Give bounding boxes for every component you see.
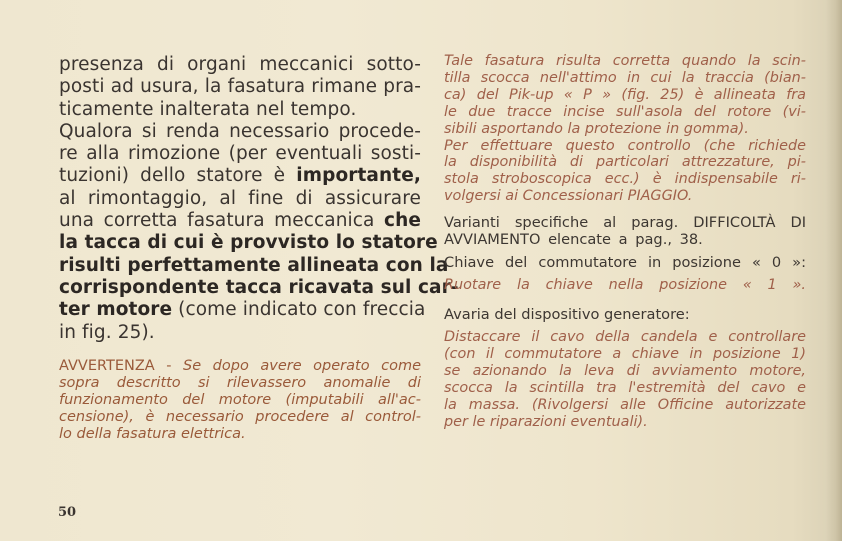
text-line: Per effettuare questo controllo (che richiede — [444, 137, 806, 154]
warning-paragraph — [59, 358, 421, 443]
bold-line: la tacca di cui è provvisto lo statore — [59, 232, 438, 254]
text-line: volgersi ai Concessionari PIAGGIO. — [444, 188, 693, 205]
bold-line: corrispondente tacca ricavata sul car- — [59, 276, 459, 298]
text-line: Ruotare la chiave nella posizione « 1 ». — [444, 277, 806, 294]
text-line — [59, 299, 426, 321]
text-line: per le riparazioni eventuali). — [444, 413, 648, 430]
text-line: posti ad usura, la fasatura rimane pra- — [59, 76, 421, 98]
ruotare-instruction — [444, 277, 806, 294]
left-column — [59, 54, 459, 443]
text-line: la massa. (Rivolgersi alle Officine autorizzate — [444, 396, 806, 413]
bold-run: ter motore — [59, 299, 173, 321]
text-line: censione), è necessario procedere al control- — [59, 408, 421, 425]
avaria-heading — [444, 306, 806, 323]
text-line — [59, 165, 421, 187]
text-line: sopra descritto si rilevassero anomalie di — [59, 374, 421, 391]
text-line: stola stroboscopica ecc.) è indispensabile ri- — [444, 171, 806, 188]
text-line: presenza di organi meccanici sotto- — [59, 54, 421, 75]
text-line: Distaccare il cavo della candela e controllare — [444, 329, 806, 346]
text-line: in fig. 25). — [59, 321, 155, 343]
text-line: Tale fasatura risulta corretta quando la scin- — [444, 53, 806, 69]
text-line: scocca la scintilla tra l'estremità del cavo e — [444, 379, 806, 396]
fasatura-paragraph — [444, 53, 806, 205]
distaccare-paragraph — [444, 329, 806, 430]
right-column — [444, 53, 806, 431]
page-edge-shadow — [826, 0, 842, 541]
text-line: re alla rimozione (per eventuali sosti- — [59, 143, 421, 165]
main-paragraph — [59, 54, 459, 344]
text-line: tilla scocca nell'attimo in cui la traccia (bian- — [444, 69, 806, 86]
text-line: le due tracce incise sull'asola del rotore (vi- — [444, 103, 806, 120]
text-line: ca) del Pik-up « P » (fig. 25) è allineata fra — [444, 86, 806, 103]
chiave-heading — [444, 254, 806, 271]
bold-run: importante, — [296, 165, 421, 187]
bold-line: risulti perfettamente allineata con la — [59, 254, 449, 276]
text-line: al rimontaggio, al fine di assicurare — [59, 187, 421, 209]
text-line: sibili asportando la protezione in gomma). — [444, 120, 749, 137]
text-line — [59, 210, 421, 232]
varianti-paragraph — [444, 214, 806, 248]
text-line: Qualora si renda necessario procede- — [59, 120, 421, 142]
text-line: (con il commutatore a chiave in posizione 1) — [444, 345, 806, 362]
warning-label: AVVERTENZA - — [59, 357, 184, 374]
text-line: lo della fasatura elettrica. — [59, 425, 246, 442]
text-line: Avaria del dispositivo generatore: — [444, 306, 690, 324]
text-line: Chiave del commutatore in posizione « 0 »: — [444, 254, 806, 272]
text-line: AVVIAMENTO elencate a pag., 38. — [444, 231, 703, 249]
text-line: ticamente inalterata nel tempo. — [59, 98, 357, 120]
text-line: la disponibilità di particolari attrezzature, pi- — [444, 154, 806, 171]
text-run: (come indicato con freccia — [172, 299, 426, 321]
text-line: Varianti specifiche al parag. DIFFICOLTÀ DI — [444, 214, 806, 232]
text-line — [59, 358, 421, 375]
warning-text: Se dopo avere operato come — [183, 357, 421, 374]
text-run: una corretta fasatura meccanica — [59, 210, 385, 232]
text-line: se azionando la leva di avviamento motore, — [444, 362, 806, 379]
text-line: funzionamento del motore (imputabili all'ac- — [59, 391, 421, 408]
bold-run: che — [384, 210, 421, 232]
page-number: 50 — [58, 505, 77, 520]
text-run: tuzioni) dello statore è — [59, 165, 297, 187]
